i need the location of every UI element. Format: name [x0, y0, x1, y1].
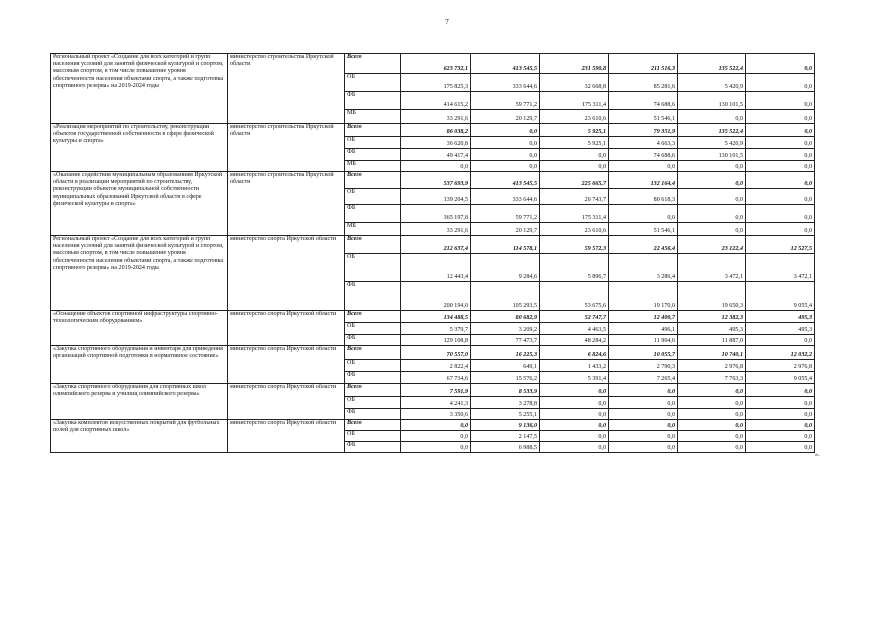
amount-cell: 9 284,6: [471, 254, 540, 282]
amount-cell: 0,0: [678, 384, 746, 397]
amount-cell: 9 055,4: [746, 372, 815, 384]
amount-cell: 4 241,3: [401, 397, 471, 409]
amount-cell: 80 618,3: [609, 189, 678, 205]
amount-cell: 0,0: [609, 442, 678, 453]
executor-cell: министерство спорта Иркутской области: [228, 311, 345, 346]
amount-cell: 33 291,6: [401, 223, 471, 236]
funding-source-cell: МБ: [345, 223, 401, 236]
amount-cell: 8 533,9: [471, 384, 540, 397]
amount-cell: 0,0: [471, 149, 540, 161]
amount-cell: 5 391,4: [540, 372, 609, 384]
amount-cell: 130 101,5: [678, 149, 746, 161]
amount-cell: 20 129,7: [471, 110, 540, 124]
amount-cell: 0,0: [609, 384, 678, 397]
amount-cell: 0,0: [540, 149, 609, 161]
amount-cell: 0,0: [401, 431, 471, 442]
table-row: [51, 311, 815, 323]
amount-cell: 51 546,1: [609, 110, 678, 124]
amount-cell: 12 527,5: [746, 236, 815, 254]
amount-cell: 495,3: [746, 311, 815, 323]
amount-cell: 175 825,3: [401, 74, 471, 92]
amount-cell: 32 668,8: [540, 74, 609, 92]
amount-cell: 74 688,6: [609, 92, 678, 110]
amount-cell: 59 572,3: [540, 236, 609, 254]
amount-cell: 5 255,1: [471, 409, 540, 420]
amount-cell: 0,0: [746, 420, 815, 431]
amount-cell: 23 122,4: [678, 236, 746, 254]
amount-cell: 6 824,6: [540, 346, 609, 360]
amount-cell: 80 682,9: [471, 311, 540, 323]
amount-cell: 0,0: [678, 161, 746, 172]
funding-source-cell: Всего: [345, 311, 401, 323]
amount-cell: 0,0: [746, 137, 815, 149]
amount-cell: 12 032,2: [746, 346, 815, 360]
funding-source-cell: МБ: [345, 110, 401, 124]
project-name-cell: «Закупка спортивного оборудования и инвентаря для приведения организаций спортивной подготовки в нормативное состояние»: [51, 346, 228, 384]
amount-cell: 333 644,6: [471, 74, 540, 92]
amount-cell: 10 740,1: [678, 346, 746, 360]
amount-cell: 12 443,4: [401, 254, 471, 282]
amount-cell: 132 164,4: [609, 172, 678, 189]
amount-cell: 0,0: [609, 409, 678, 420]
project-name-cell: «Реализация мероприятий по строительству, реконструкции объектов государственной собственности в сфере физической культуры и спорта»: [51, 124, 228, 172]
amount-cell: 0,0: [678, 397, 746, 409]
funding-source-cell: Всего: [345, 172, 401, 189]
amount-cell: 3 286,4: [609, 254, 678, 282]
amount-cell: 52 747,7: [540, 311, 609, 323]
amount-cell: 0,0: [678, 442, 746, 453]
amount-cell: 0,0: [746, 110, 815, 124]
amount-cell: 0,0: [746, 384, 815, 397]
amount-cell: 231 590,8: [540, 54, 609, 74]
amount-cell: 2 790,3: [609, 360, 678, 372]
amount-cell: 3 350,6: [401, 409, 471, 420]
amount-cell: 9 136,0: [471, 420, 540, 431]
amount-cell: 0,0: [540, 420, 609, 431]
funding-source-cell: ФБ: [345, 372, 401, 384]
funding-source-cell: ФБ: [345, 409, 401, 420]
amount-cell: 0,0: [401, 161, 471, 172]
project-name-cell: «Закупка комплектов искусственных покрытий для футбольных полей для спортивных школ»: [51, 420, 228, 453]
amount-cell: 0,0: [678, 223, 746, 236]
amount-cell: 23 610,6: [540, 110, 609, 124]
amount-cell: 5 420,9: [678, 137, 746, 149]
amount-cell: 0,0: [678, 110, 746, 124]
amount-cell: 0,0: [746, 149, 815, 161]
amount-cell: 36 620,8: [401, 137, 471, 149]
amount-cell: 23 610,6: [540, 223, 609, 236]
closing-mark: ».: [815, 451, 820, 458]
amount-cell: 7 763,3: [678, 372, 746, 384]
amount-cell: 19 650,3: [678, 282, 746, 311]
executor-cell: министерство спорта Иркутской области: [228, 384, 345, 420]
amount-cell: 0,0: [746, 223, 815, 236]
amount-cell: 0,0: [609, 205, 678, 223]
amount-cell: 48 284,2: [540, 335, 609, 346]
funding-source-cell: Всего: [345, 124, 401, 137]
amount-cell: 333 644,6: [471, 189, 540, 205]
amount-cell: 5 420,9: [678, 74, 746, 92]
amount-cell: 7 591,9: [401, 384, 471, 397]
amount-cell: 0,0: [678, 431, 746, 442]
amount-cell: 413 545,5: [471, 54, 540, 74]
amount-cell: 0,0: [540, 161, 609, 172]
amount-cell: 175 311,4: [540, 205, 609, 223]
funding-source-cell: ОБ: [345, 137, 401, 149]
budget-table: [50, 53, 815, 453]
amount-cell: 85 281,6: [609, 74, 678, 92]
amount-cell: 19 170,0: [609, 282, 678, 311]
amount-cell: 77 473,7: [471, 335, 540, 346]
amount-cell: 4 663,3: [609, 137, 678, 149]
amount-cell: 0,0: [746, 335, 815, 346]
amount-cell: 0,0: [471, 124, 540, 137]
amount-cell: 225 665,7: [540, 172, 609, 189]
funding-source-cell: Всего: [345, 54, 401, 74]
table-row: [51, 124, 815, 137]
amount-cell: 3 278,8: [471, 397, 540, 409]
amount-cell: 0,0: [540, 409, 609, 420]
amount-cell: 79 351,9: [609, 124, 678, 137]
amount-cell: 7 265,4: [609, 372, 678, 384]
executor-cell: министерство строительства Иркутской области: [228, 172, 345, 236]
amount-cell: 0,0: [678, 172, 746, 189]
amount-cell: 0,0: [678, 205, 746, 223]
funding-source-cell: ОБ: [345, 323, 401, 335]
amount-cell: 0,0: [746, 431, 815, 442]
amount-cell: 0,0: [609, 420, 678, 431]
amount-cell: 0,0: [401, 442, 471, 453]
amount-cell: 33 291,6: [401, 110, 471, 124]
amount-cell: 51 546,1: [609, 223, 678, 236]
amount-cell: 0,0: [471, 137, 540, 149]
funding-source-cell: ОБ: [345, 360, 401, 372]
amount-cell: 496,1: [609, 323, 678, 335]
amount-cell: 15 576,2: [471, 372, 540, 384]
amount-cell: 0,0: [609, 397, 678, 409]
amount-cell: 11 904,6: [609, 335, 678, 346]
amount-cell: 26 743,7: [540, 189, 609, 205]
amount-cell: 0,0: [540, 384, 609, 397]
amount-cell: 0,0: [678, 189, 746, 205]
table-row: [51, 420, 815, 431]
amount-cell: 649,1: [471, 360, 540, 372]
amount-cell: 2 976,8: [678, 360, 746, 372]
amount-cell: 211 516,3: [609, 54, 678, 74]
funding-source-cell: ОБ: [345, 397, 401, 409]
amount-cell: 3 209,2: [471, 323, 540, 335]
amount-cell: 49 417,4: [401, 149, 471, 161]
amount-cell: 12 382,3: [678, 311, 746, 323]
funding-source-cell: ОБ: [345, 74, 401, 92]
amount-cell: 3 472,1: [678, 254, 746, 282]
amount-cell: 114 578,1: [471, 236, 540, 254]
funding-source-cell: ОБ: [345, 189, 401, 205]
amount-cell: 129 108,8: [401, 335, 471, 346]
amount-cell: 175 311,4: [540, 92, 609, 110]
amount-cell: 134 488,5: [401, 311, 471, 323]
amount-cell: 135 522,4: [678, 54, 746, 74]
amount-cell: 59 771,2: [471, 92, 540, 110]
amount-cell: 0,0: [746, 74, 815, 92]
amount-cell: 12 400,7: [609, 311, 678, 323]
project-name-cell: «Оснащение объектов спортивной инфраструктуры спортивно-технологическим оборудованием»: [51, 311, 228, 346]
funding-source-cell: ФБ: [345, 205, 401, 223]
amount-cell: 1 433,2: [540, 360, 609, 372]
amount-cell: 200 194,0: [401, 282, 471, 311]
amount-cell: 0,0: [678, 409, 746, 420]
table-body: [51, 54, 815, 453]
amount-cell: 11 887,0: [678, 335, 746, 346]
amount-cell: 413 545,5: [471, 172, 540, 189]
amount-cell: 2 147,5: [471, 431, 540, 442]
executor-cell: министерство спорта Иркутской области: [228, 420, 345, 453]
amount-cell: 86 038,2: [401, 124, 471, 137]
amount-cell: 10 055,7: [609, 346, 678, 360]
amount-cell: 20 129,7: [471, 223, 540, 236]
amount-cell: 0,0: [746, 161, 815, 172]
amount-cell: 0,0: [746, 124, 815, 137]
project-name-cell: Региональный проект «Создание для всех категорий и групп населения условий для занятий физической культурой и спортом, массовым спортом, в том числе повышение уровня обеспеченности населения объектами спорта, а также подготовка спортивного резерва» на 2019-2024 годы: [51, 236, 228, 311]
amount-cell: 0,0: [609, 431, 678, 442]
funding-source-cell: Всего: [345, 346, 401, 360]
amount-cell: 9 055,4: [746, 282, 815, 311]
funding-source-cell: МБ: [345, 161, 401, 172]
amount-cell: 16 225,3: [471, 346, 540, 360]
executor-cell: министерство спорта Иркутской области: [228, 236, 345, 311]
amount-cell: 59 771,2: [471, 205, 540, 223]
amount-cell: 0,0: [746, 172, 815, 189]
amount-cell: 5 896,7: [540, 254, 609, 282]
amount-cell: 139 204,5: [401, 189, 471, 205]
funding-source-cell: ОБ: [345, 431, 401, 442]
amount-cell: 22 456,4: [609, 236, 678, 254]
funding-source-cell: ФБ: [345, 92, 401, 110]
amount-cell: 135 522,4: [678, 124, 746, 137]
amount-cell: 74 688,6: [609, 149, 678, 161]
funding-source-cell: ФБ: [345, 335, 401, 346]
funding-source-cell: Всего: [345, 420, 401, 431]
funding-source-cell: ФБ: [345, 282, 401, 311]
amount-cell: 365 197,8: [401, 205, 471, 223]
amount-cell: 0,0: [746, 205, 815, 223]
amount-cell: 414 615,2: [401, 92, 471, 110]
project-name-cell: «Оказание содействия муниципальным образованиям Иркутской области в реализации мероприятий по строительству, реконструкции объектов муниципальной собственности муниципальных образований Иркутской области в сфере физической культуры и спорта»: [51, 172, 228, 236]
amount-cell: 495,3: [678, 323, 746, 335]
amount-cell: 537 693,9: [401, 172, 471, 189]
amount-cell: 0,0: [746, 92, 815, 110]
amount-cell: 495,3: [746, 323, 815, 335]
amount-cell: 105 293,5: [471, 282, 540, 311]
funding-source-cell: ОБ: [345, 254, 401, 282]
executor-cell: министерство спорта Иркутской области: [228, 346, 345, 384]
funding-source-cell: Всего: [345, 384, 401, 397]
amount-cell: 0,0: [678, 420, 746, 431]
amount-cell: 0,0: [746, 54, 815, 74]
amount-cell: 0,0: [401, 420, 471, 431]
amount-cell: 5 925,1: [540, 124, 609, 137]
table-row: [51, 172, 815, 189]
table-row: [51, 346, 815, 360]
amount-cell: 3 472,1: [746, 254, 815, 282]
page-number: 7: [445, 18, 449, 26]
table-row: [51, 384, 815, 397]
amount-cell: 2 822,4: [401, 360, 471, 372]
amount-cell: 0,0: [746, 409, 815, 420]
amount-cell: 2 976,8: [746, 360, 815, 372]
table-row: [51, 236, 815, 254]
amount-cell: 0,0: [471, 161, 540, 172]
amount-cell: 0,0: [746, 397, 815, 409]
table-row: [51, 54, 815, 74]
amount-cell: 70 557,0: [401, 346, 471, 360]
funding-source-cell: Всего: [345, 236, 401, 254]
project-name-cell: «Закупка спортивного оборудования для спортивных школ олимпийского резерва и училищ олимпийского резерва»: [51, 384, 228, 420]
amount-cell: 4 463,5: [540, 323, 609, 335]
amount-cell: 212 637,4: [401, 236, 471, 254]
funding-source-cell: ФБ: [345, 442, 401, 453]
amount-cell: 6 988,5: [471, 442, 540, 453]
amount-cell: 0,0: [540, 442, 609, 453]
amount-cell: 0,0: [540, 397, 609, 409]
amount-cell: 0,0: [540, 431, 609, 442]
amount-cell: 67 734,6: [401, 372, 471, 384]
funding-source-cell: ФБ: [345, 149, 401, 161]
project-name-cell: Региональный проект «Создание для всех категорий и групп населения условий для занятий физической культурой и спортом, массовым спортом, в том числе повышение уровня обеспеченности населения объектами спорта, а также подготовка спортивного резерва» на 2019-2024 годы: [51, 54, 228, 124]
amount-cell: 53 675,6: [540, 282, 609, 311]
amount-cell: 5 925,1: [540, 137, 609, 149]
amount-cell: 623 732,1: [401, 54, 471, 74]
amount-cell: 5 379,7: [401, 323, 471, 335]
amount-cell: 0,0: [746, 189, 815, 205]
amount-cell: 0,0: [609, 161, 678, 172]
amount-cell: 0,0: [746, 442, 815, 453]
executor-cell: министерство строительства Иркутской области: [228, 124, 345, 172]
amount-cell: 130 101,5: [678, 92, 746, 110]
executor-cell: министерство строительства Иркутской области: [228, 54, 345, 124]
